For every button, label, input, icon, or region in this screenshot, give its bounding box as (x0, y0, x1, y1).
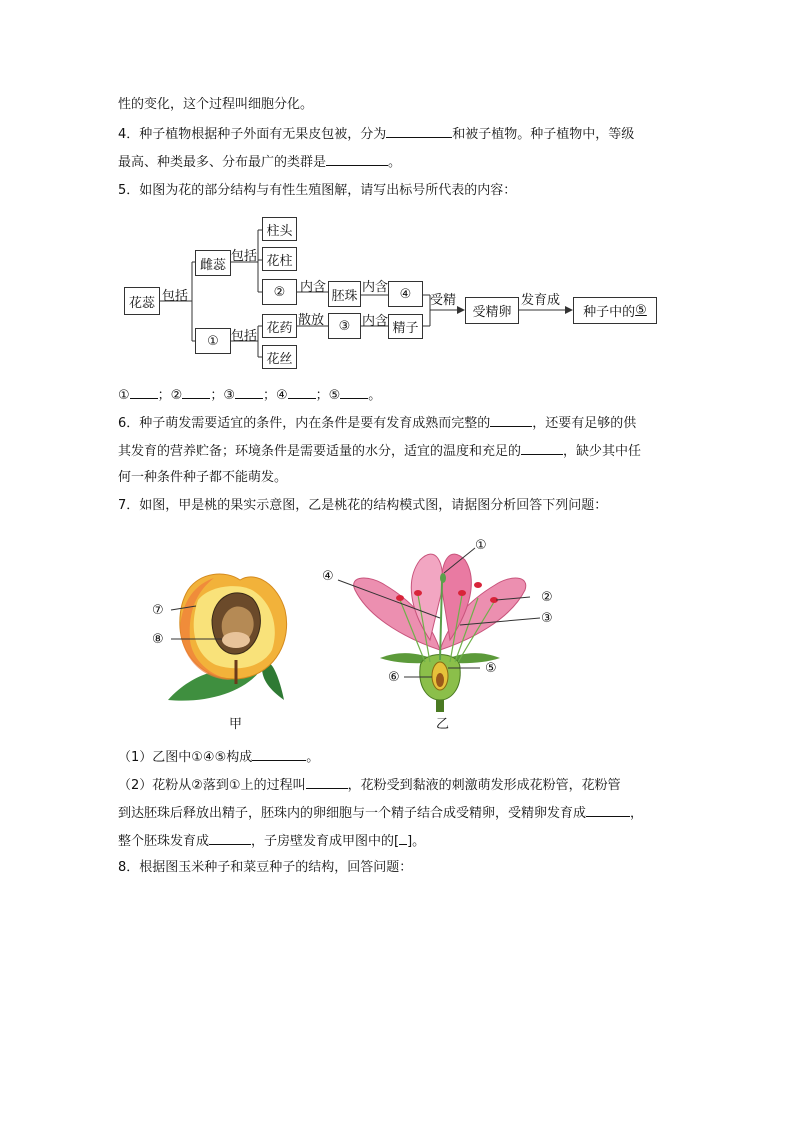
q4-text-a: 4．种子植物根据种子外面有无果皮包被，分为 (118, 127, 387, 142)
box-cirui: 雌蕊 (195, 250, 231, 276)
q7-2-text-d: ， (630, 806, 644, 821)
flower-label-2: ② (541, 590, 553, 605)
label-neihan-1: 内含 (300, 280, 327, 295)
flower-label-4: ④ (322, 569, 334, 584)
q7-2-text-g: ]。 (407, 834, 426, 849)
question-7-2-line-2 (118, 803, 643, 823)
question-8: 8．根据图玉米种子和菜豆种子的结构，回答问题： (118, 860, 413, 875)
q5-label-end: 。 (368, 388, 382, 403)
answer-blank[interactable] (252, 747, 306, 761)
q4-text-d: 。 (388, 155, 402, 170)
flower-label-5: ⑤ (485, 661, 497, 676)
question-7-1 (118, 747, 319, 767)
box-blank-3: ③ (328, 313, 361, 339)
box-shoujingluan: 受精卵 (465, 297, 519, 324)
question-6-line-3: 何一种条件种子都不能萌发。 (118, 470, 288, 485)
flower-label-1: ① (475, 538, 487, 553)
label-shoujing: 受精 (430, 293, 457, 308)
q7-2-text-f: ，子房壁发育成甲图中的[ (251, 834, 400, 849)
peach-flower-figure (338, 548, 540, 712)
label-neihan-3: 内含 (362, 314, 389, 329)
label-sanfang: 散放 (298, 313, 325, 328)
question-7-2-line-3 (118, 831, 425, 851)
q5-label-2: ；② (157, 388, 183, 403)
q6-text-b: ，还要有足够的供 (532, 416, 637, 431)
q5-label-1: ① (118, 388, 130, 403)
box-huazhu: 花柱 (262, 247, 297, 271)
q5-label-3: ；③ (210, 388, 235, 403)
q7-2-text-c: 到达胚珠后释放出精子，胚珠内的卵细胞与一个精子结合成受精卵，受精卵发育成 (118, 806, 587, 821)
q7-1-text-b: 。 (306, 750, 320, 765)
label-fayucheng: 发育成 (521, 293, 561, 308)
box-zhutou: 柱头 (262, 217, 297, 241)
figure-caption-yi: 乙 (436, 717, 450, 732)
box-blank-1: ① (195, 328, 231, 354)
question-7: 7．如图，甲是桃的果实示意图，乙是桃花的结构模式图，请据图分析回答下列问题： (118, 498, 608, 513)
peach-label-8: ⑧ (152, 632, 164, 647)
question-7-2-line-1 (118, 775, 621, 795)
zhongzi-text: 种子中的 (583, 305, 636, 320)
answer-blank[interactable] (306, 775, 348, 789)
box-jingzi: 精子 (388, 314, 423, 339)
figure-caption-jia: 甲 (229, 717, 243, 732)
box-huasi: 花丝 (262, 345, 297, 369)
q5-label-5: ；⑤ (315, 388, 341, 403)
q7-2-text-e: 整个胚珠发育成 (118, 834, 210, 849)
q4-text-b: 和被子植物。种子植物中，等级 (452, 127, 635, 142)
label-baokuo-2: 包括 (231, 249, 258, 264)
q7-2-text-b: ，花粉受到黏液的刺激萌发形成花粉管，花粉管 (347, 778, 621, 793)
q4-text-c: 最高、种类最多、分布最广的类群是 (118, 155, 327, 170)
q6-text-d: ，缺少其中任 (563, 444, 642, 459)
peach-figure (168, 574, 287, 701)
box-huayao: 花药 (262, 314, 297, 338)
box-peizhu: 胚珠 (328, 281, 361, 307)
question-5: 5．如图为花的部分结构与有性生殖图解，请写出标号所代表的内容： (118, 183, 517, 198)
box-blank-2: ② (262, 279, 297, 305)
peach-label-7: ⑦ (152, 603, 164, 618)
flower-label-6: ⑥ (388, 670, 400, 685)
label-neihan-2: 内含 (362, 280, 389, 295)
q5-label-4: ；④ (262, 388, 288, 403)
text-line-1: 性的变化，这个过程叫细胞分化。 (118, 97, 314, 112)
answer-blank[interactable] (399, 831, 407, 845)
answer-blank[interactable] (209, 831, 251, 845)
q6-text-c: 其发育的营养贮备；环境条件是需要适量的水分，适宜的温度和充足的 (118, 444, 522, 459)
answer-blank[interactable] (586, 803, 630, 817)
label-baokuo-1: 包括 (162, 289, 189, 304)
zhongzi-blank-5: ⑤ (635, 303, 647, 318)
label-baokuo-3: 包括 (231, 329, 258, 344)
box-huarui: 花蕊 (124, 287, 160, 315)
box-blank-4: ④ (388, 281, 423, 307)
q6-text-a: 6．种子萌发需要适宜的条件，内在条件是要有发育成熟而完整的 (118, 416, 491, 431)
q7-1-text-a: （1）乙图中①④⑤构成 (118, 750, 253, 765)
flower-label-3: ③ (541, 611, 553, 626)
q7-2-text-a: （2）花粉从②落到①上的过程叫 (118, 778, 306, 793)
